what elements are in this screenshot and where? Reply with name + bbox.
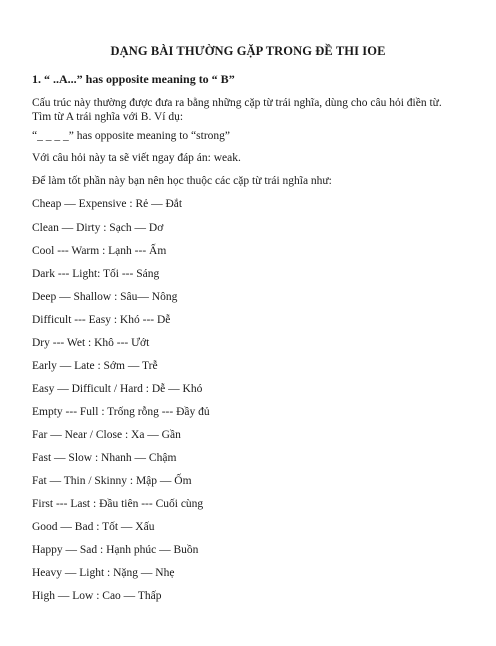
pair-item: First --- Last : Đầu tiên --- Cuối cùng [32, 498, 204, 510]
pair-item: Fat — Thin / Skinny : Mập — Ốm [32, 475, 192, 487]
pair-item: Deep — Shallow : Sâu— Nông [32, 291, 178, 303]
pair-item: Clean — Dirty : Sạch — Dơ [32, 222, 164, 234]
pair-item: Easy — Difficult / Hard : Dễ — Khó [32, 383, 203, 395]
pair-item: Fast — Slow : Nhanh — Chậm [32, 452, 177, 464]
intro-line-2: Tìm từ A trái nghĩa với B. Ví dụ: [32, 111, 184, 123]
example-sentence: “_ _ _ _” has opposite meaning to “strong” [32, 130, 231, 142]
pair-item: Happy — Sad : Hạnh phúc — Buồn [32, 544, 199, 556]
pair-item: Early — Late : Sớm — Trễ [32, 360, 158, 372]
study-note: Để làm tốt phần này bạn nên học thuộc các cặp từ trái nghĩa như: [32, 175, 332, 187]
pair-item: Dark --- Light: Tối --- Sáng [32, 268, 160, 280]
section-heading: 1. “ ..A...” has opposite meaning to “ B” [32, 72, 235, 86]
pair-item: Cheap — Expensive : Rẻ — Đắt [32, 198, 183, 210]
document-title: DẠNG BÀI THƯỜNG GẶP TRONG ĐỀ THI IOE [110, 44, 386, 58]
pair-item: Heavy — Light : Nặng — Nhẹ [32, 567, 175, 579]
intro-line-1: Cấu trúc này thường được đưa ra bằng những cặp từ trái nghĩa, dùng cho câu hỏi điền từ. [32, 97, 442, 109]
pair-item: Far — Near / Close : Xa — Gần [32, 429, 181, 441]
answer-note: Với câu hỏi này ta sẽ viết ngay đáp án: weak. [32, 152, 241, 164]
pair-item: Difficult --- Easy : Khó --- Dễ [32, 314, 171, 326]
pair-item: Dry --- Wet : Khô --- Ướt [32, 337, 150, 349]
pair-item: Good — Bad : Tốt — Xấu [32, 521, 155, 533]
pair-item: Empty --- Full : Trống rỗng --- Đầy đủ [32, 406, 210, 418]
pair-item: Cool --- Warm : Lạnh --- Ấm [32, 245, 167, 257]
pair-item: High — Low : Cao — Thấp [32, 590, 162, 602]
